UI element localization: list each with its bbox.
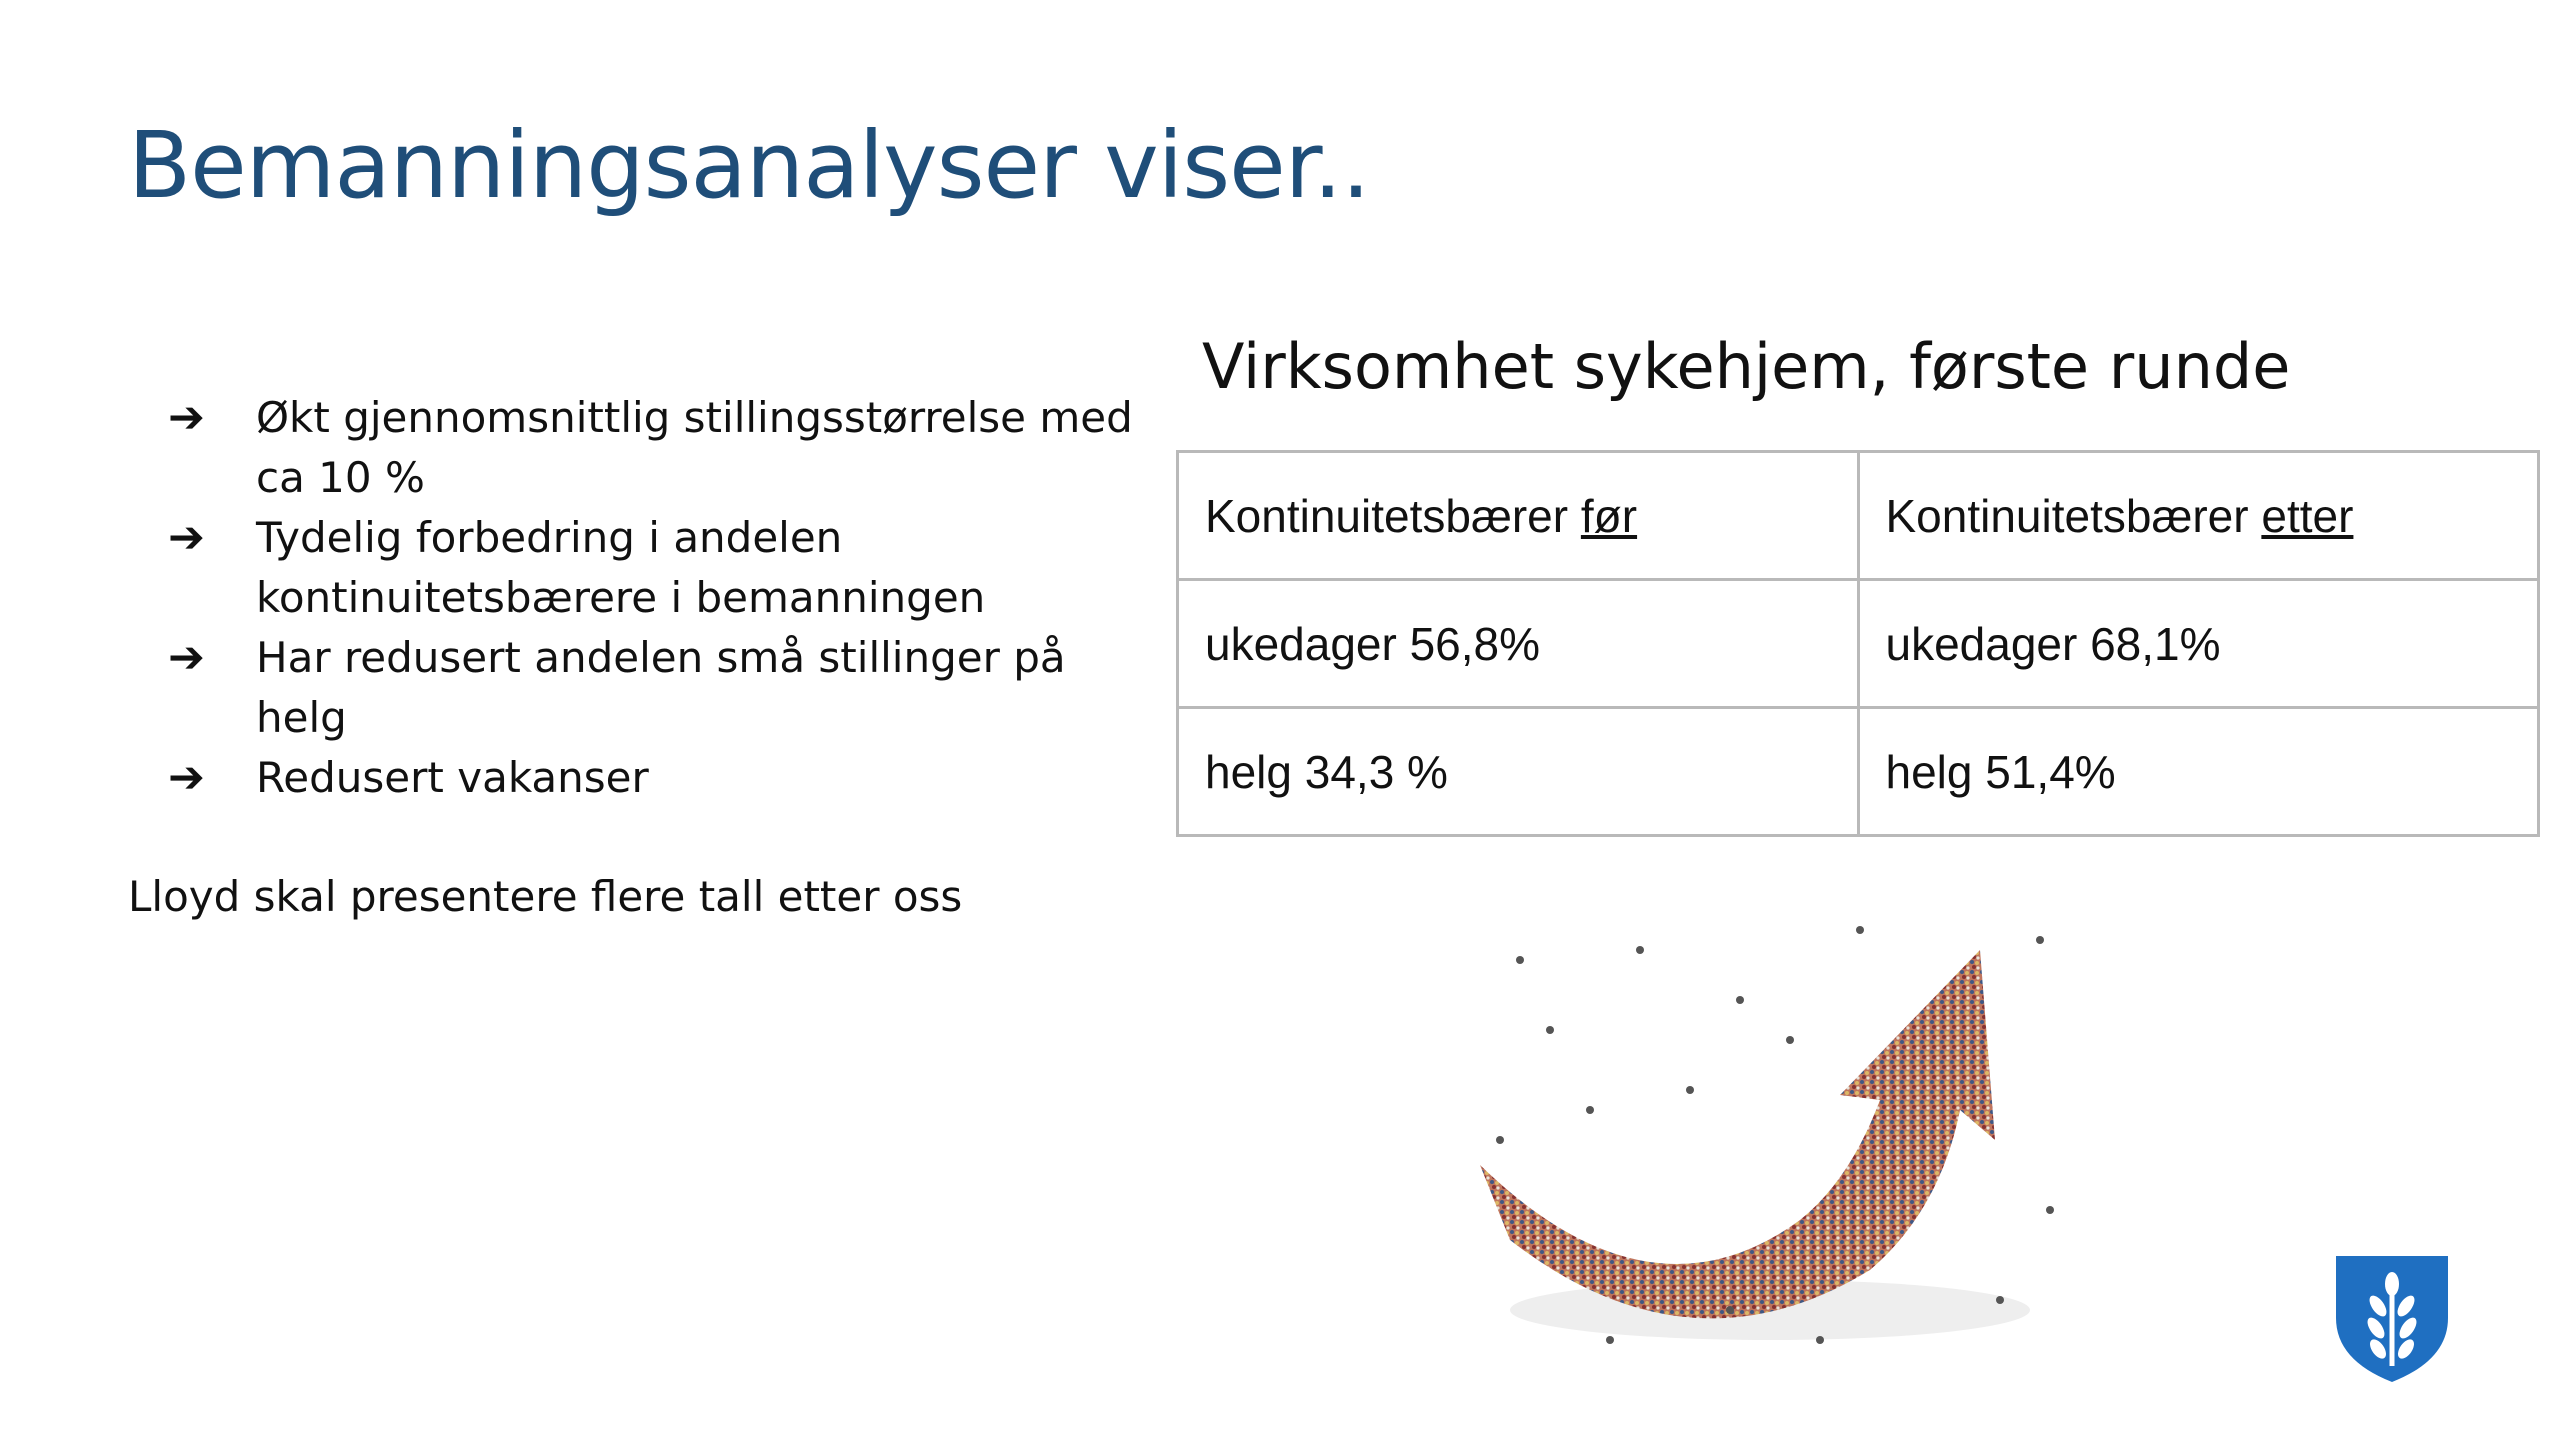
arrow-right-icon: ➔ [168,512,205,563]
bullet-item [168,628,1148,748]
table-title: Virksomhet sykehjem, første runde [1202,330,2291,403]
table-header-row [1178,452,2539,580]
table-row [1178,708,2539,836]
header-cell-after: Kontinuitetsbærer etter [1858,452,2539,580]
slide-title: Bemanningsanalyser viser.. [128,112,1370,219]
arrow-right-icon: ➔ [168,392,205,443]
table-cell: ukedager 56,8% [1178,580,1859,708]
arrow-right-icon: ➔ [168,752,205,803]
bullet-item [168,508,1148,628]
table-cell: helg 51,4% [1858,708,2539,836]
bullet-item [168,748,1148,808]
bullet-item [168,388,1148,508]
bullet-list [168,388,1148,808]
crowd-arrow-icon [1440,910,2100,1380]
table-cell: helg 34,3 % [1178,708,1859,836]
footnote-text: Lloyd skal presentere flere tall etter oss [128,872,963,921]
bullet-text: Har redusert andelen små stillinger på helg [256,633,1066,742]
continuity-table [1176,450,2540,837]
municipal-shield-icon [2334,1254,2450,1384]
bullet-text: Redusert vakanser [256,753,649,802]
bullet-text: Økt gjennomsnittlig stillingsstørrelse med ca 10 % [256,393,1133,502]
header-cell-before: Kontinuitetsbærer før [1178,452,1859,580]
table-cell: ukedager 68,1% [1858,580,2539,708]
table-row [1178,580,2539,708]
arrow-right-icon: ➔ [168,632,205,683]
bullet-text: Tydelig forbedring i andelen kontinuitetsbærere i bemanningen [256,513,986,622]
